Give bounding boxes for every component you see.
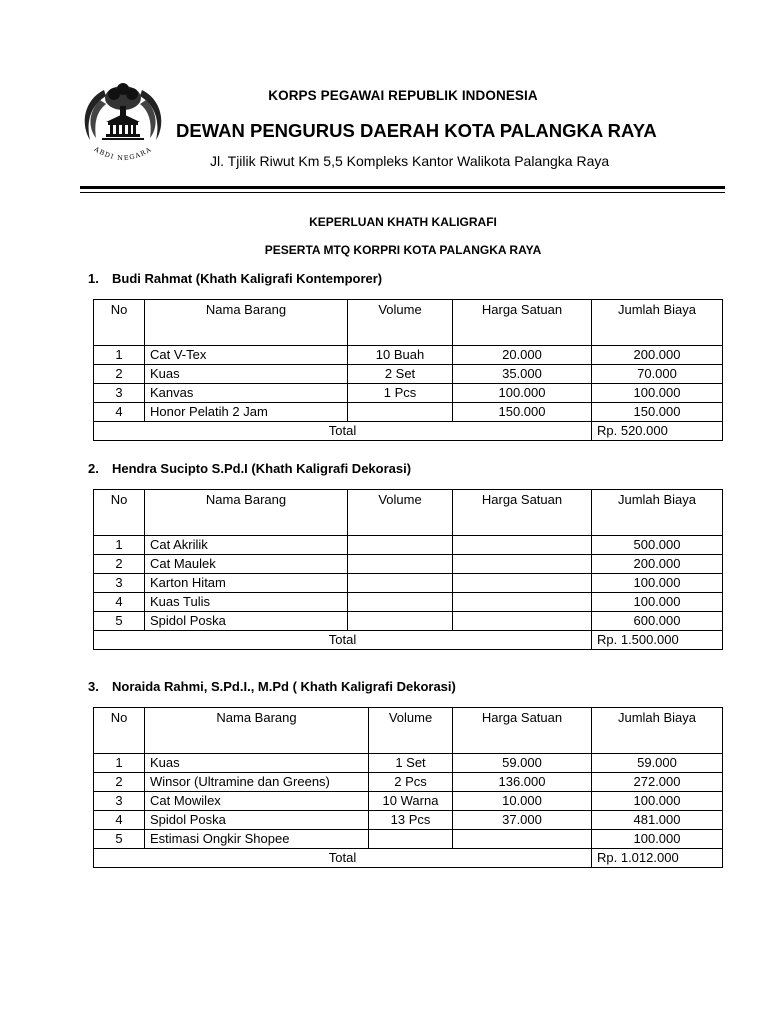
- header-no: No: [94, 300, 145, 346]
- cell-price: 37.000: [453, 811, 592, 830]
- total-label: Total: [94, 422, 592, 441]
- total-value: Rp. 1.500.000: [592, 631, 723, 650]
- total-row: [94, 422, 723, 441]
- cell-price: 150.000: [453, 403, 592, 422]
- section-3-table: [93, 707, 723, 868]
- cell-price: [453, 593, 592, 612]
- cell-name: Winsor (Ultramine dan Greens): [145, 773, 369, 792]
- table-row: [94, 574, 723, 593]
- table-header-row: [94, 490, 723, 536]
- header-name: Nama Barang: [145, 490, 348, 536]
- cell-volume: 13 Pcs: [369, 811, 453, 830]
- header-price: Harga Satuan: [453, 708, 592, 754]
- header-volume: Volume: [348, 490, 453, 536]
- cell-volume: [348, 593, 453, 612]
- cell-name: Karton Hitam: [145, 574, 348, 593]
- cell-amount: 600.000: [592, 612, 723, 631]
- cell-volume: [348, 574, 453, 593]
- cell-name: Kuas Tulis: [145, 593, 348, 612]
- cell-volume: 2 Set: [348, 365, 453, 384]
- cell-no: 2: [94, 773, 145, 792]
- total-value: Rp. 520.000: [592, 422, 723, 441]
- cell-no: 4: [94, 403, 145, 422]
- cell-no: 5: [94, 830, 145, 849]
- table-row: [94, 754, 723, 773]
- cell-name: Cat Maulek: [145, 555, 348, 574]
- cell-no: 4: [94, 593, 145, 612]
- section-number: 1.: [88, 271, 99, 286]
- header-price: Harga Satuan: [453, 300, 592, 346]
- cell-volume: [348, 555, 453, 574]
- cell-no: 2: [94, 365, 145, 384]
- header-price: Harga Satuan: [453, 490, 592, 536]
- table-row: [94, 384, 723, 403]
- table-row: [94, 773, 723, 792]
- header-name: Nama Barang: [145, 708, 369, 754]
- cell-name: Cat Akrilik: [145, 536, 348, 555]
- cell-price: 20.000: [453, 346, 592, 365]
- address-line: Jl. Tjilik Riwut Km 5,5 Kompleks Kantor Walikota Palangka Raya: [210, 153, 610, 169]
- table-row: [94, 830, 723, 849]
- cell-name: Spidol Poska: [145, 612, 348, 631]
- table-row: [94, 811, 723, 830]
- cell-no: 2: [94, 555, 145, 574]
- header-no: No: [94, 490, 145, 536]
- header-amount: Jumlah Biaya: [592, 300, 723, 346]
- table-row: [94, 346, 723, 365]
- section-2-table: [93, 489, 723, 650]
- cell-amount: 100.000: [592, 593, 723, 612]
- cell-amount: 70.000: [592, 365, 723, 384]
- cell-price: 59.000: [453, 754, 592, 773]
- total-label: Total: [94, 849, 592, 868]
- cell-amount: 59.000: [592, 754, 723, 773]
- cell-volume: [348, 536, 453, 555]
- cell-amount: 100.000: [592, 574, 723, 593]
- table-row: [94, 536, 723, 555]
- cell-no: 3: [94, 792, 145, 811]
- table-row: [94, 403, 723, 422]
- table-row: [94, 365, 723, 384]
- section-2-title: [88, 461, 411, 476]
- cell-price: [453, 574, 592, 593]
- section-1-title: [88, 271, 382, 286]
- section-number: 2.: [88, 461, 99, 476]
- table-header-row: [94, 300, 723, 346]
- cell-no: 1: [94, 536, 145, 555]
- cell-price: [453, 536, 592, 555]
- svg-text:ABDI NEGARA: ABDI NEGARA: [92, 145, 154, 163]
- header-no: No: [94, 708, 145, 754]
- table-row: [94, 612, 723, 631]
- cell-price: 10.000: [453, 792, 592, 811]
- cell-no: 1: [94, 346, 145, 365]
- cell-volume: 2 Pcs: [369, 773, 453, 792]
- org-line: KORPS PEGAWAI REPUBLIK INDONESIA: [268, 88, 538, 103]
- cell-name: Kuas: [145, 365, 348, 384]
- total-row: [94, 849, 723, 868]
- cell-price: [453, 555, 592, 574]
- cell-volume: 1 Pcs: [348, 384, 453, 403]
- letterhead-divider-thick: [80, 186, 725, 189]
- cell-volume: [369, 830, 453, 849]
- section-number: 3.: [88, 679, 99, 694]
- cell-price: [453, 612, 592, 631]
- table-row: [94, 555, 723, 574]
- header-volume: Volume: [369, 708, 453, 754]
- header-amount: Jumlah Biaya: [592, 490, 723, 536]
- total-value: Rp. 1.012.000: [592, 849, 723, 868]
- section-3-title: [88, 679, 456, 694]
- cell-price: 100.000: [453, 384, 592, 403]
- cell-volume: [348, 612, 453, 631]
- section-name: Noraida Rahmi, S.Pd.I., M.Pd ( Khath Kaligrafi Dekorasi): [112, 679, 456, 694]
- header-volume: Volume: [348, 300, 453, 346]
- cell-amount: 500.000: [592, 536, 723, 555]
- header-name: Nama Barang: [145, 300, 348, 346]
- table-header-row: [94, 708, 723, 754]
- cell-name: Kuas: [145, 754, 369, 773]
- cell-volume: [348, 403, 453, 422]
- cell-amount: 200.000: [592, 555, 723, 574]
- cell-volume: 10 Warna: [369, 792, 453, 811]
- table-row: [94, 593, 723, 612]
- cell-amount: 100.000: [592, 792, 723, 811]
- cell-volume: 10 Buah: [348, 346, 453, 365]
- letterhead-divider-thin: [80, 192, 725, 193]
- section-name: Hendra Sucipto S.Pd.I (Khath Kaligrafi Dekorasi): [112, 461, 412, 476]
- section-1-table: [93, 299, 723, 441]
- total-row: [94, 631, 723, 650]
- cell-price: 136.000: [453, 773, 592, 792]
- cell-amount: 272.000: [592, 773, 723, 792]
- cell-no: 3: [94, 574, 145, 593]
- council-line: DEWAN PENGURUS DAERAH KOTA PALANGKA RAYA: [176, 120, 657, 141]
- cell-name: Honor Pelatih 2 Jam: [145, 403, 348, 422]
- cell-no: 4: [94, 811, 145, 830]
- total-label: Total: [94, 631, 592, 650]
- cell-no: 1: [94, 754, 145, 773]
- header-amount: Jumlah Biaya: [592, 708, 723, 754]
- cell-name: Kanvas: [145, 384, 348, 403]
- document-title: KEPERLUAN KHATH KALIGRAFI: [309, 215, 497, 229]
- cell-amount: 100.000: [592, 830, 723, 849]
- cell-amount: 100.000: [592, 384, 723, 403]
- document-subtitle: PESERTA MTQ KORPRI KOTA PALANGKA RAYA: [264, 243, 542, 257]
- cell-no: 5: [94, 612, 145, 631]
- cell-name: Estimasi Ongkir Shopee: [145, 830, 369, 849]
- cell-price: 35.000: [453, 365, 592, 384]
- cell-name: Cat V-Tex: [145, 346, 348, 365]
- cell-volume: 1 Set: [369, 754, 453, 773]
- cell-amount: 481.000: [592, 811, 723, 830]
- cell-price: [453, 830, 592, 849]
- cell-amount: 200.000: [592, 346, 723, 365]
- cell-name: Cat Mowilex: [145, 792, 369, 811]
- cell-name: Spidol Poska: [145, 811, 369, 830]
- table-row: [94, 792, 723, 811]
- cell-amount: 150.000: [592, 403, 723, 422]
- cell-no: 3: [94, 384, 145, 403]
- section-name: Budi Rahmat (Khath Kaligrafi Kontemporer): [112, 271, 383, 286]
